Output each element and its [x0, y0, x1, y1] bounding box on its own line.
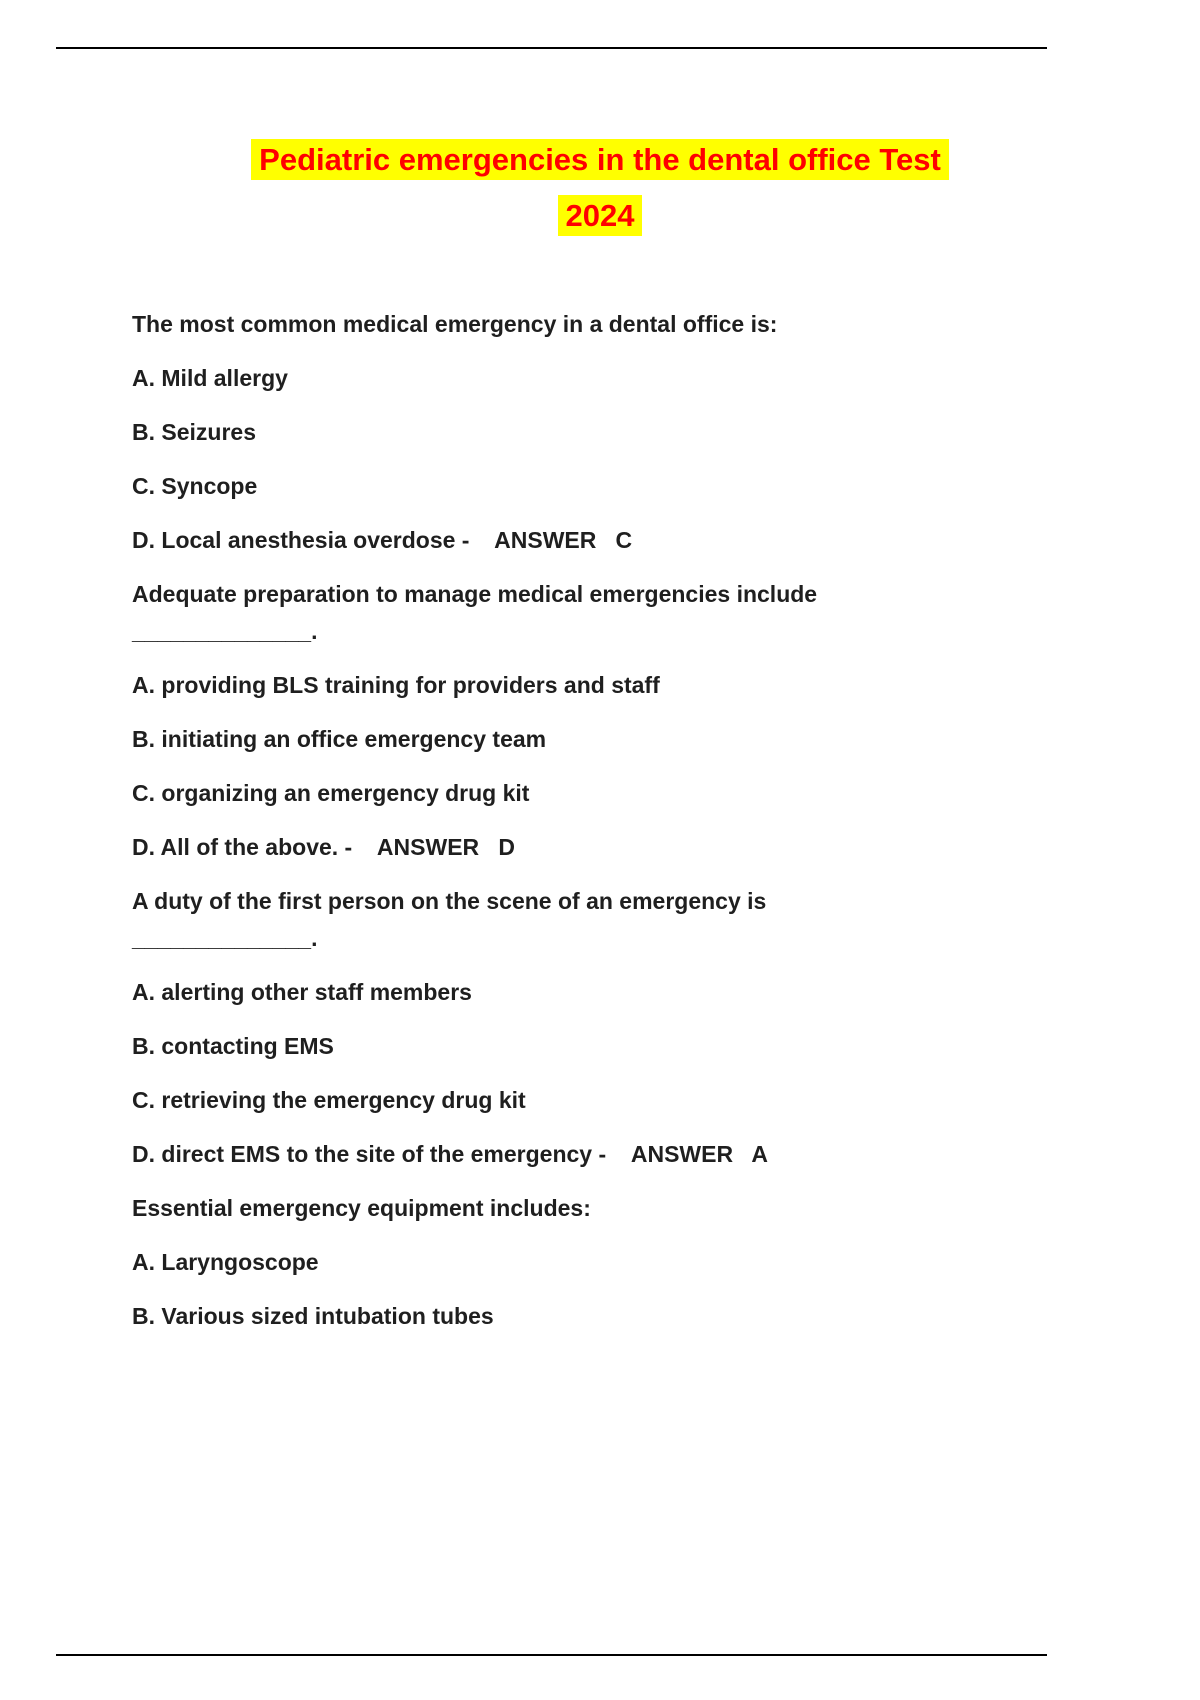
answer-option: B. initiating an office emergency team — [132, 726, 547, 752]
question-prompt: The most common medical emergency in a dental office is: — [132, 311, 778, 337]
answer-option: B. Seizures — [132, 419, 256, 445]
answer-option: C. retrieving the emergency drug kit — [132, 1087, 526, 1113]
answer-option: D. direct EMS to the site of the emergency - ANSWER A — [132, 1141, 769, 1167]
answer-option: D. All of the above. - ANSWER D — [132, 834, 515, 860]
answer-option: C. Syncope — [132, 473, 258, 499]
question-prompt: Essential emergency equipment includes: — [132, 1195, 591, 1221]
answer-option: A. Laryngoscope — [132, 1249, 319, 1275]
question-prompt: A duty of the first person on the scene of an emergency is ______________. — [132, 888, 767, 951]
answer-option: A. alerting other staff members — [132, 979, 472, 1005]
answer-option: D. Local anesthesia overdose - ANSWER C — [132, 527, 633, 553]
questions-container — [132, 306, 1062, 1352]
title-line-1: Pediatric emergencies in the dental office Test — [251, 139, 949, 180]
answer-option: B. contacting EMS — [132, 1033, 334, 1059]
answer-option: A. providing BLS training for providers and staff — [132, 672, 660, 698]
answer-option: B. Various sized intubation tubes — [132, 1303, 494, 1329]
bottom-rule — [56, 1654, 1047, 1656]
answer-option: A. Mild allergy — [132, 365, 288, 391]
question-prompt: Adequate preparation to manage medical emergencies include ______________. — [132, 581, 818, 644]
answer-option: C. organizing an emergency drug kit — [132, 780, 530, 806]
page-title — [0, 132, 1200, 244]
top-rule — [56, 47, 1047, 49]
title-line-2: 2024 — [558, 195, 643, 236]
